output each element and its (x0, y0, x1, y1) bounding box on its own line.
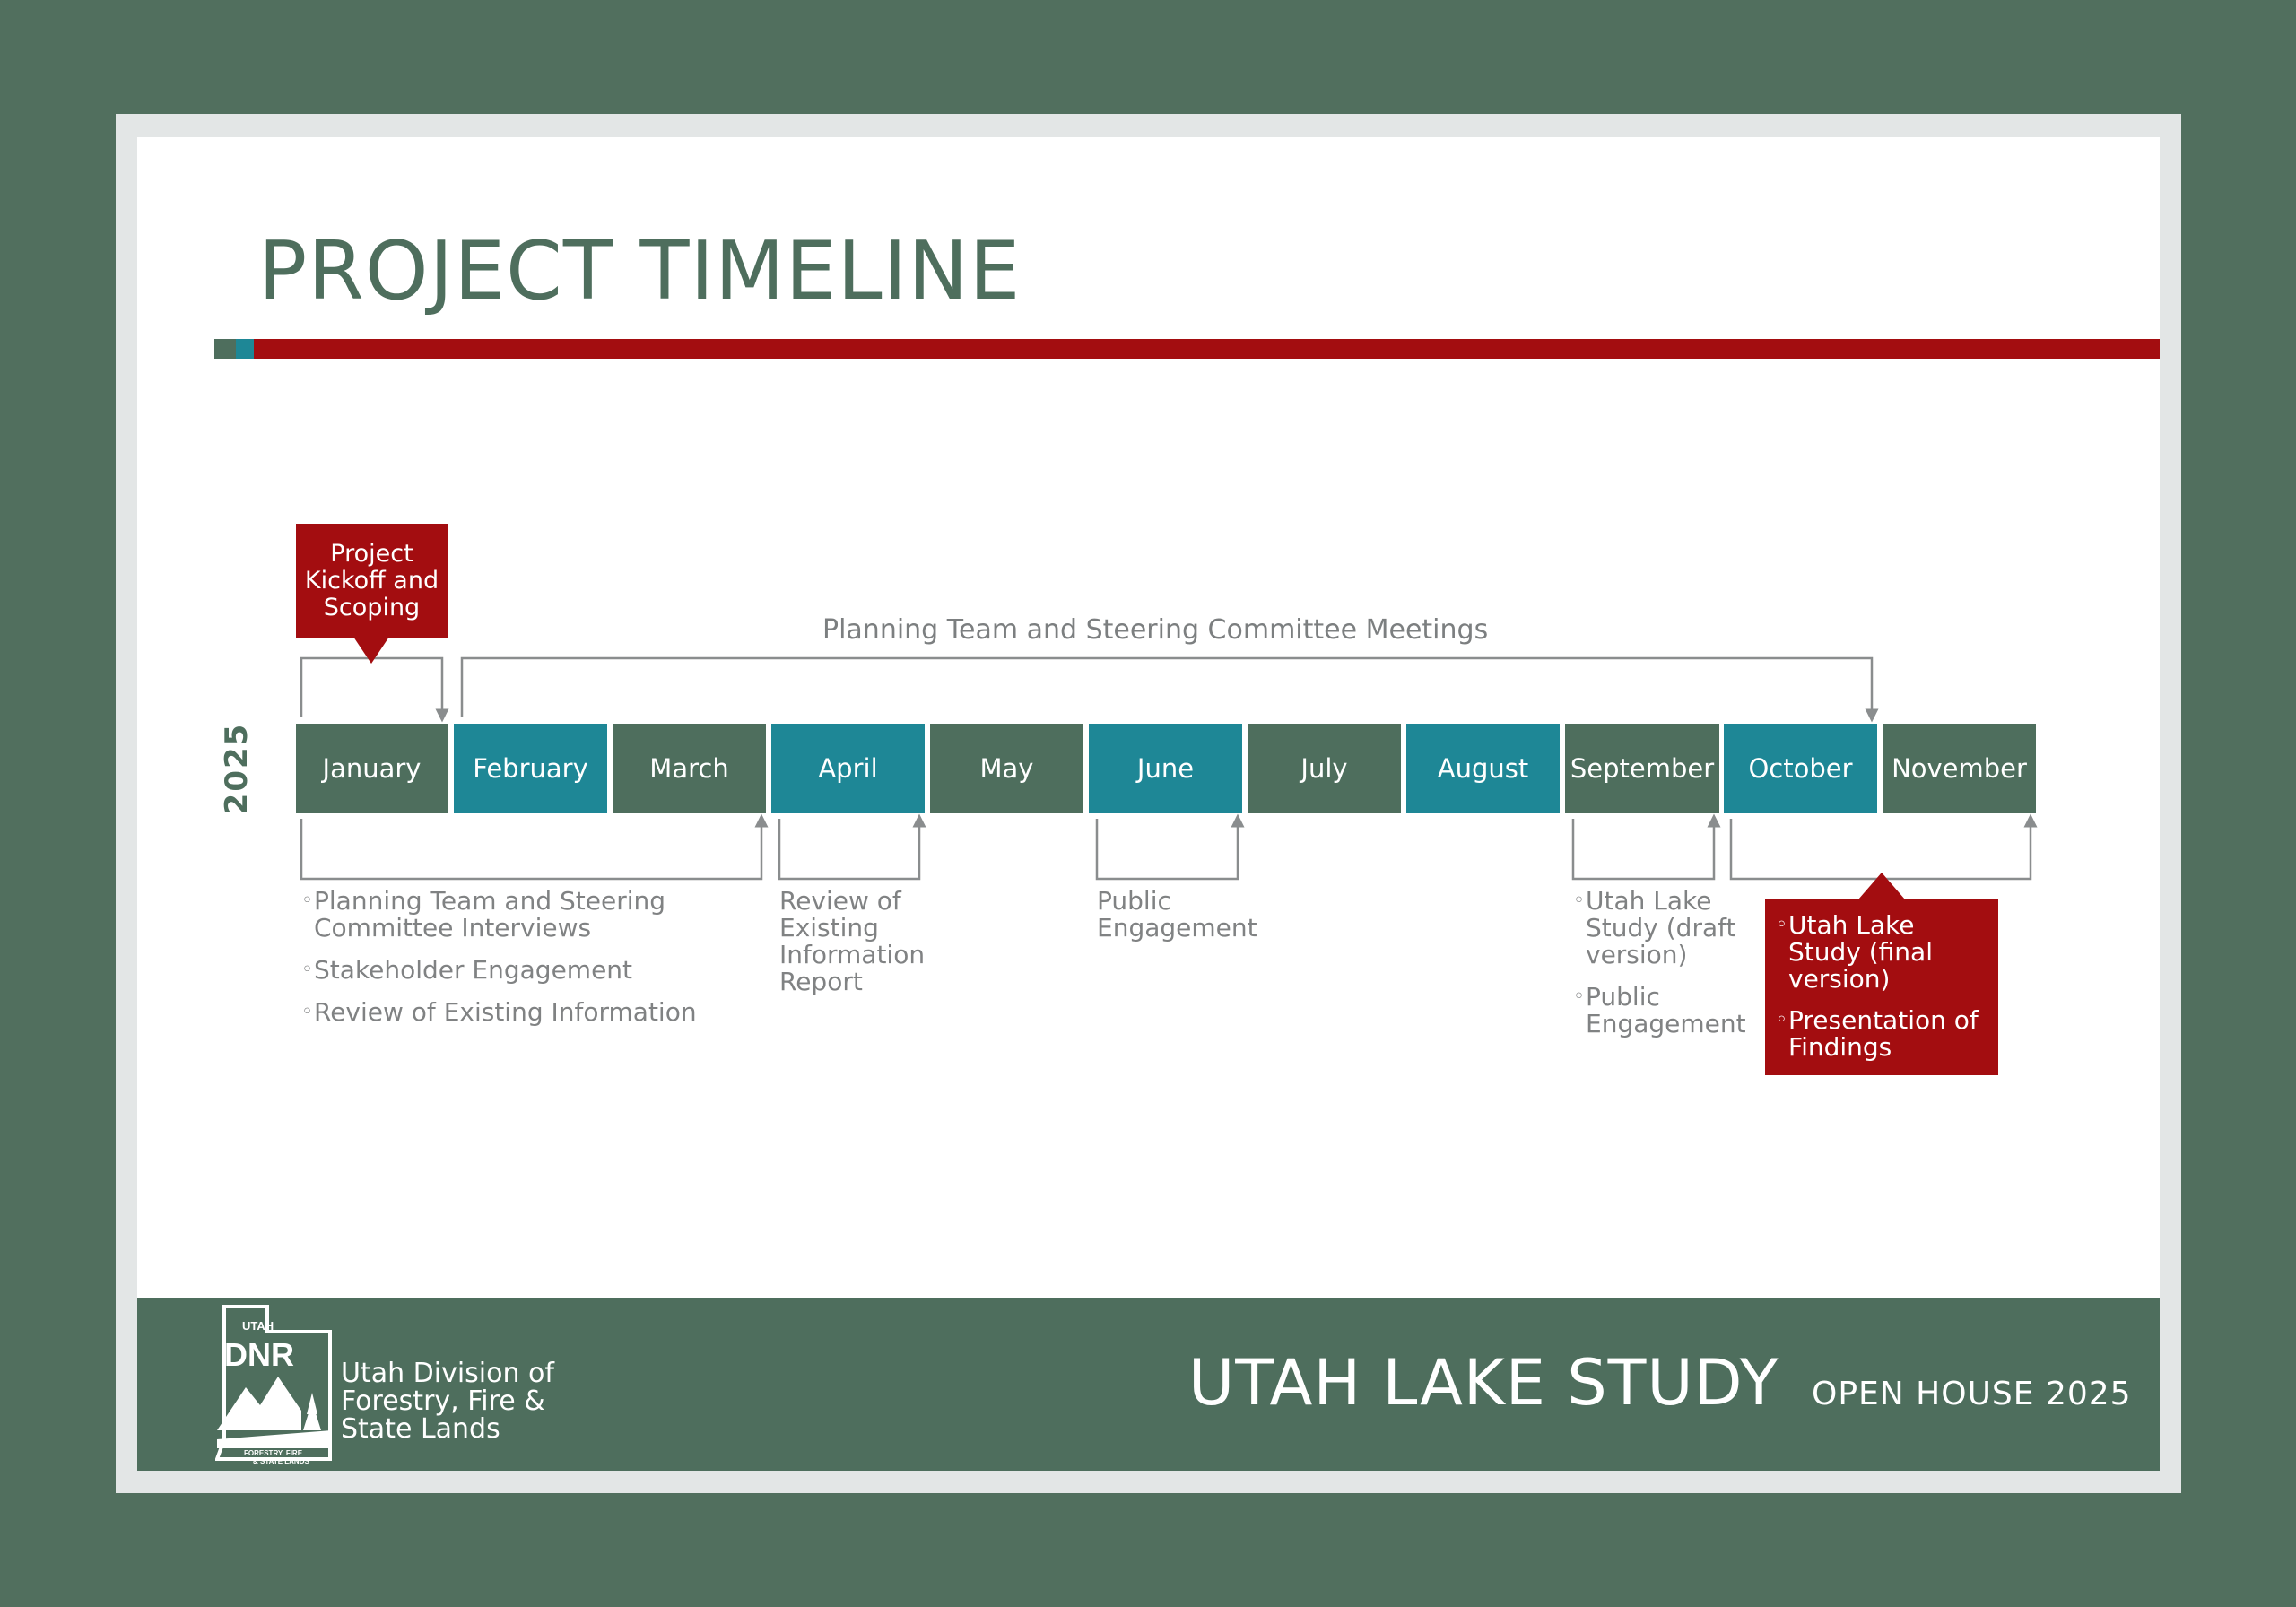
organization-name: Utah Division of Forestry, Fire & State Lands (341, 1358, 554, 1445)
svg-text:FORESTRY, FIRE: FORESTRY, FIRE (244, 1449, 303, 1457)
month-november: November (1883, 724, 2036, 813)
study-title: UTAH LAKE STUDY (1188, 1346, 1779, 1420)
month-may: May (930, 724, 1083, 813)
kickoff-callout-pointer (353, 637, 389, 664)
phase5-bracket (1731, 819, 2031, 879)
logo-dnr-text: DNR (224, 1336, 294, 1373)
month-september: September (1565, 724, 1719, 813)
month-march: March (613, 724, 766, 813)
kickoff-callout (296, 524, 448, 638)
kickoff-bracket (301, 658, 442, 717)
svg-text:& STATE LANDS: & STATE LANDS (253, 1457, 309, 1465)
phase2-bracket (779, 819, 919, 879)
phase2-text: Review of Existing Information Report (779, 886, 926, 996)
event-subtitle: OPEN HOUSE 2025 (1812, 1376, 2132, 1412)
month-january: January (296, 724, 448, 813)
phase4-list-block (1573, 888, 1752, 1053)
list-item: ◦ Utah Lake Study (final version) (1776, 912, 1989, 993)
phase1-bracket (301, 819, 761, 879)
kickoff-label: Project Kickoff and Scoping (304, 539, 439, 621)
month-june: June (1089, 724, 1242, 813)
phase5-callout-pointer (1858, 873, 1905, 899)
phase3-bracket (1097, 819, 1238, 879)
month-february: February (454, 724, 607, 813)
list-item: ◦ Public Engagement (1573, 984, 1752, 1038)
dnr-logo (215, 1305, 332, 1466)
phase1-list-block (301, 888, 723, 1041)
list-item: ◦ Presentation of Findings (1776, 1007, 1989, 1061)
phase4-bracket (1573, 819, 1714, 879)
list-item: ◦ Review of Existing Information (301, 999, 723, 1026)
list-item: ◦ Utah Lake Study (draft version) (1573, 888, 1752, 969)
list-item: ◦ Planning Team and Steering Committee Interviews (301, 888, 723, 942)
month-october: October (1724, 724, 1877, 813)
month-april: April (771, 724, 925, 813)
page-title: PROJECT TIMELINE (258, 224, 1022, 318)
meetings-bracket (462, 658, 1872, 717)
logo-utah-text: UTAH (242, 1319, 274, 1333)
list-item: ◦ Stakeholder Engagement (301, 957, 723, 984)
year-label: 2025 (219, 722, 255, 815)
phase3-text: Public Engagement (1097, 886, 1257, 942)
meetings-label: Planning Team and Steering Committee Meetings (822, 614, 1489, 646)
month-august: August (1406, 724, 1560, 813)
phase5-callout (1765, 899, 1998, 1075)
month-july: July (1248, 724, 1401, 813)
